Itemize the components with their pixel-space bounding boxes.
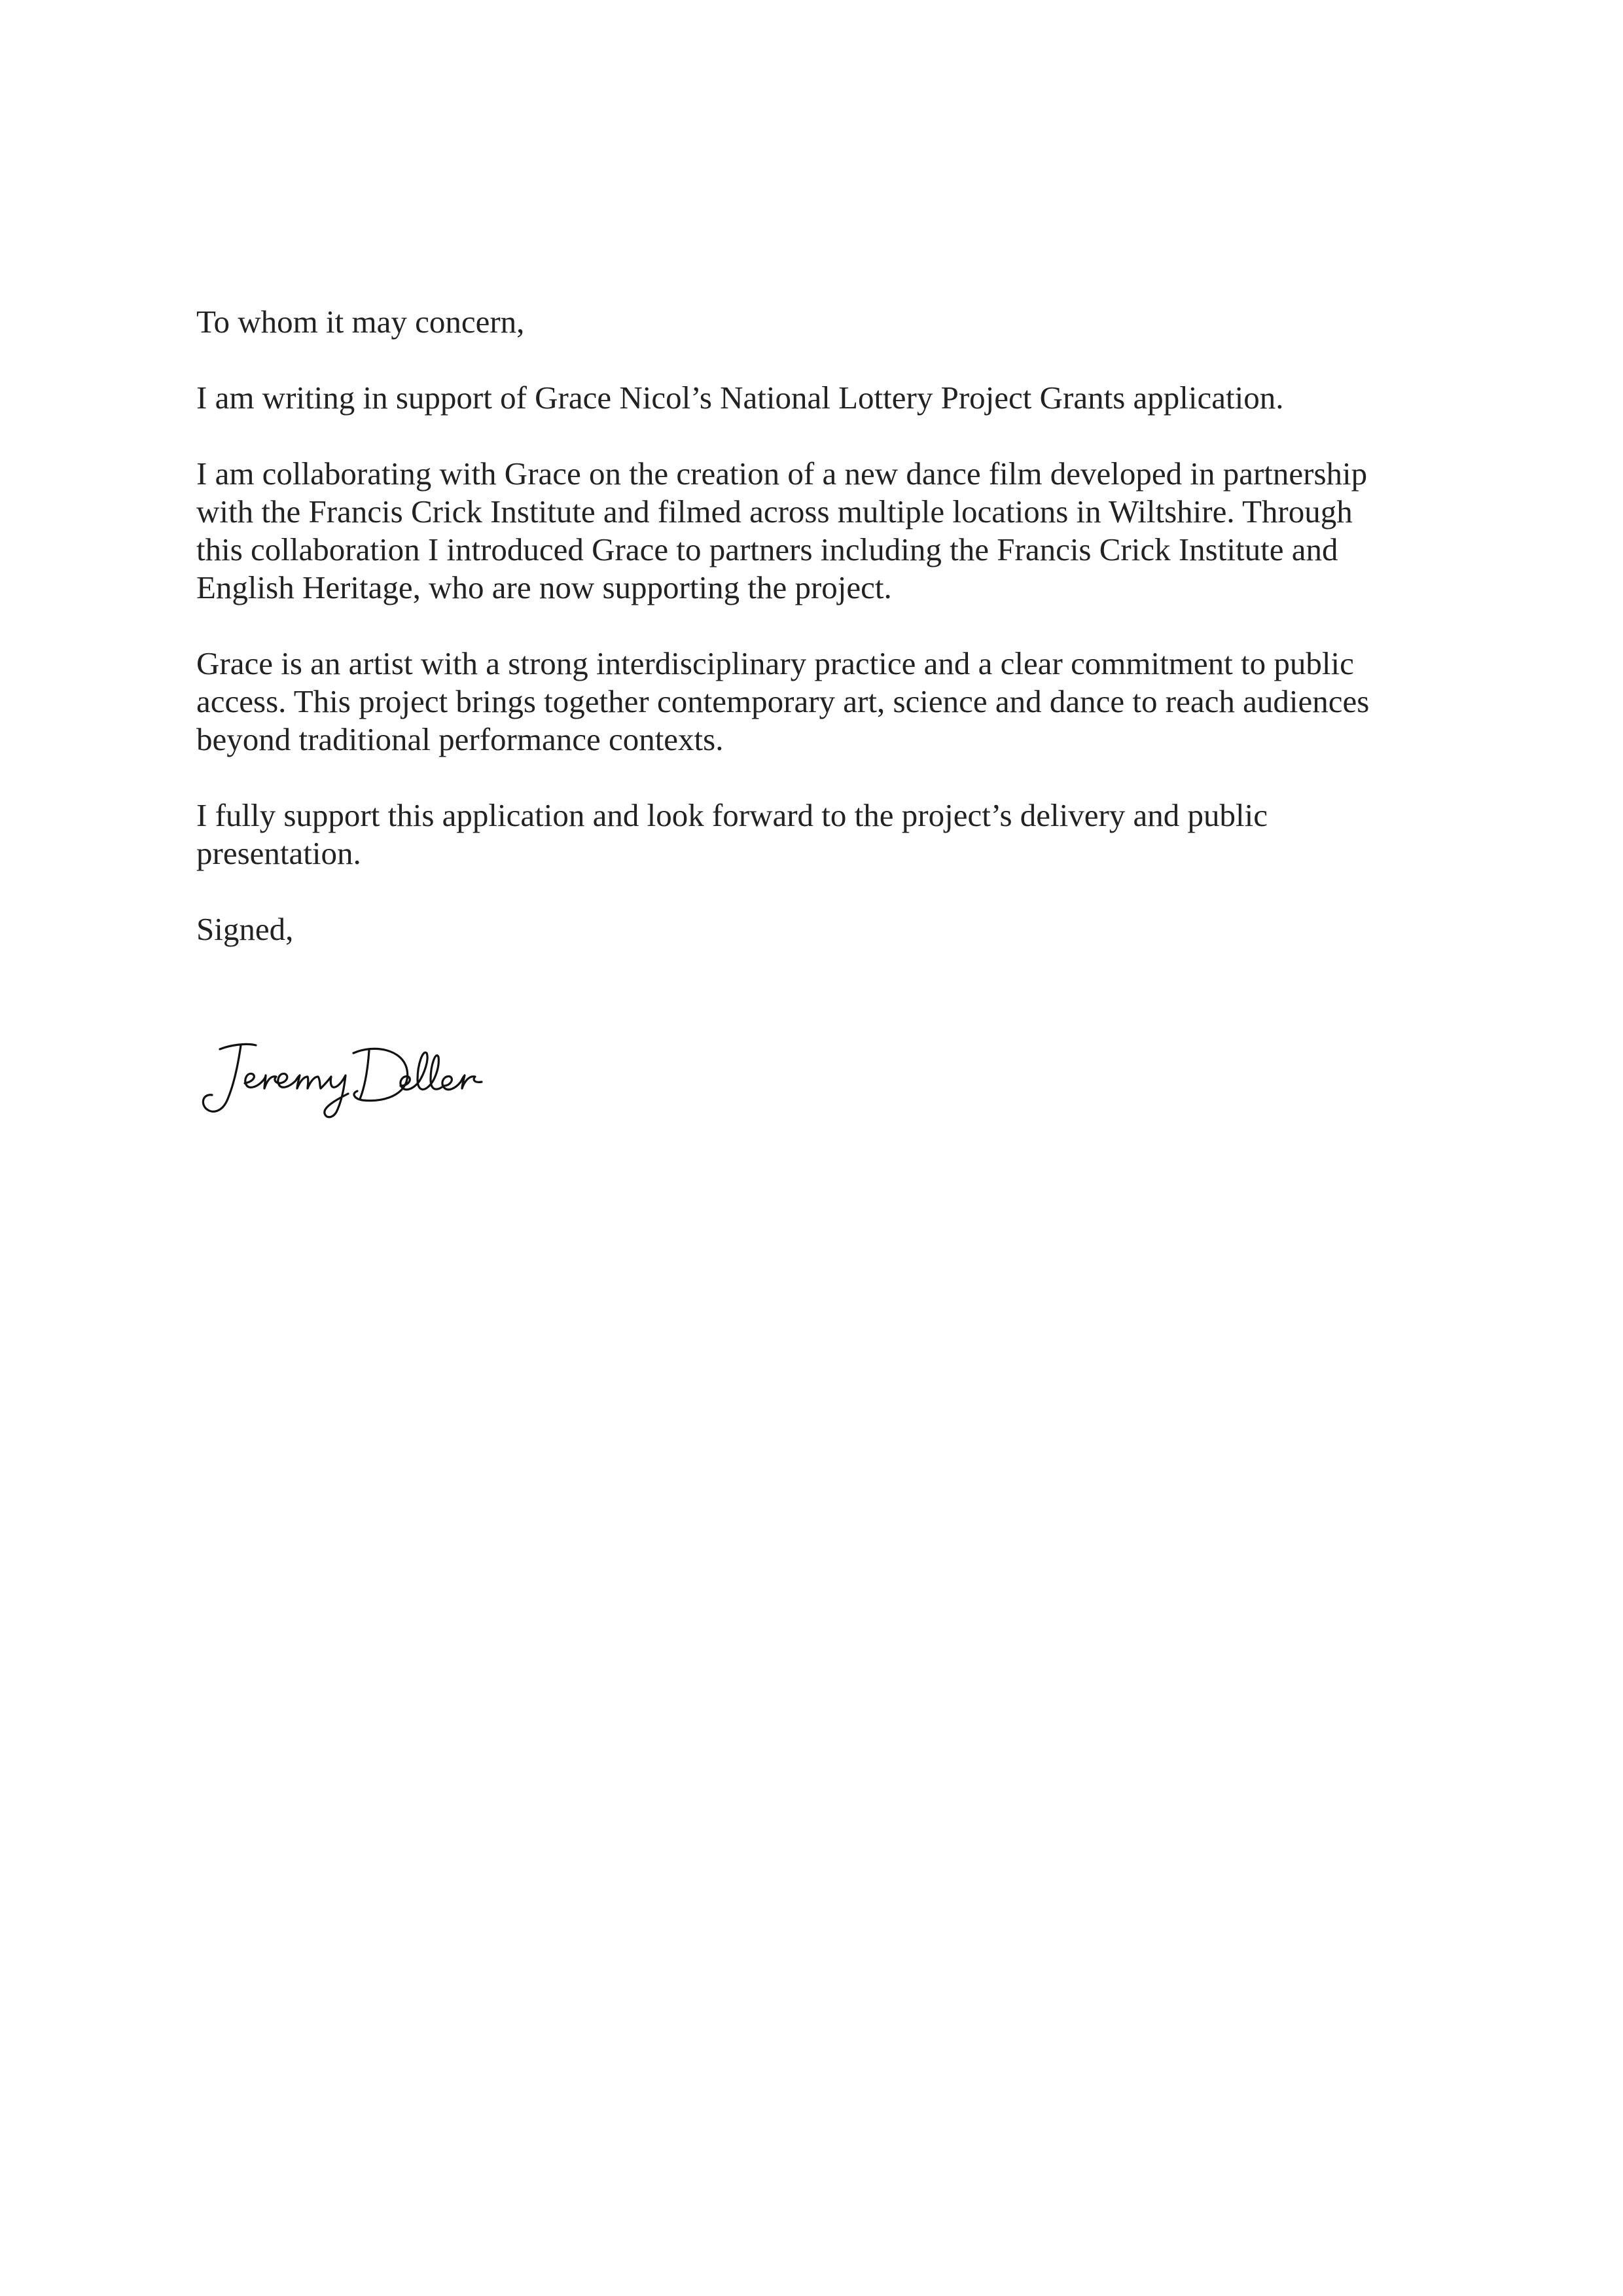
paragraph-support-statement: I am writing in support of Grace Nicol’s National Lottery Project Grants application. — [196, 380, 1284, 416]
handwritten-signature — [194, 1031, 508, 1129]
paragraph-line: presentation. — [196, 835, 361, 871]
paragraph-line: I fully support this application and look forward to the project’s delivery and public — [196, 797, 1268, 833]
signature-stroke — [203, 1044, 256, 1111]
paragraph-endorsement — [196, 797, 1440, 872]
paragraph-line: with the Francis Crick Institute and filmed across multiple locations in Wiltshire. Through — [196, 493, 1353, 529]
paragraph-collaboration — [196, 455, 1440, 607]
paragraph-artist-description — [196, 645, 1440, 759]
paragraph-line: I am collaborating with Grace on the creation of a new dance film developed in partnership — [196, 456, 1368, 492]
paragraph-line: English Heritage, who are now supporting the project. — [196, 569, 892, 605]
paragraph-line: access. This project brings together contemporary art, science and dance to reach audiences — [196, 683, 1370, 719]
paragraph-line: Grace is an artist with a strong interdisciplinary practice and a clear commitment to public — [196, 645, 1354, 681]
letter-body — [196, 303, 1440, 986]
signature-stroke — [245, 1073, 348, 1117]
salutation: To whom it may concern, — [196, 304, 525, 340]
signature-stroke — [353, 1049, 408, 1100]
signature-stroke — [401, 1052, 482, 1090]
paragraph-line: beyond traditional performance contexts. — [196, 721, 724, 757]
paragraph-line: this collaboration I introduced Grace to partners including the Francis Crick Institute and — [196, 531, 1338, 567]
closing: Signed, — [196, 911, 294, 947]
